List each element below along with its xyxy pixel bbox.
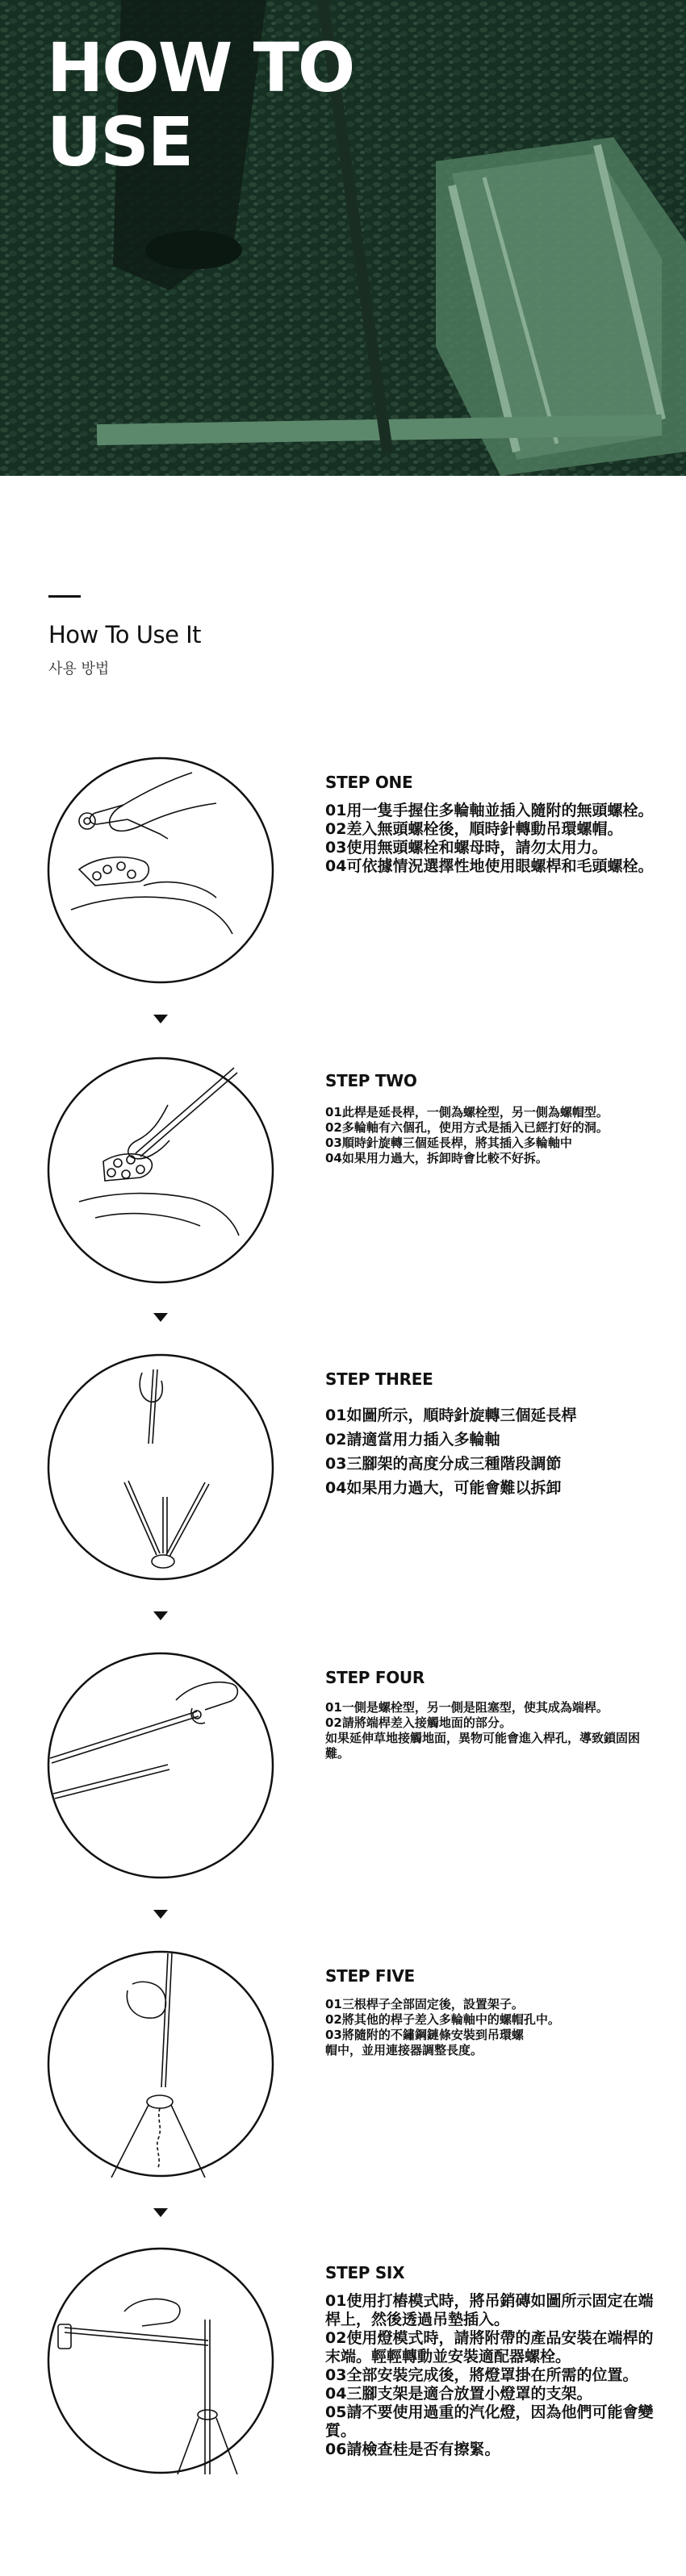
hand-rod-icon — [47, 1057, 274, 1284]
step-1-line-2: 02差入無頭螺栓後，順時針轉動吊環螺帽。 — [325, 820, 623, 838]
step-6-line-6: 06請檢查桂是否有擦緊。 — [325, 2441, 500, 2458]
step-5-line-2: 02將其他的桿子差入多輪軸中的螺帽孔中。 — [325, 2012, 560, 2027]
section-title: How To Use It — [48, 621, 202, 648]
hero-title: HOW TO USE — [47, 28, 354, 181]
step-3-line-4: 04如果用力過大，可能會難以拆卸 — [325, 1479, 562, 1497]
hand-bolt-icon — [47, 757, 274, 984]
step-arrow-5 — [153, 2208, 168, 2217]
step-2-line-4: 04如果用力過大，拆卸時會比較不好拆。 — [325, 1151, 548, 1165]
step-2-body — [325, 1105, 660, 1166]
step-5-title: STEP FIVE — [325, 1966, 415, 1986]
section-divider — [48, 595, 81, 598]
step-2-line-1: 01此桿是延長桿，一側為螺栓型，另一側為螺帽型。 — [325, 1105, 609, 1119]
step-1-line-3: 03使用無頭螺栓和螺母時，請勿太用力。 — [325, 839, 608, 857]
step-6-line-5: 05請不要使用過重的汽化燈，因為他們可能會變質。 — [325, 2403, 654, 2440]
hero-banner — [0, 0, 686, 476]
step-5-body — [325, 1997, 660, 2058]
section-subtitle: 사용 방법 — [48, 661, 110, 677]
step-6-body — [325, 2292, 660, 2459]
step-arrow-3 — [153, 1611, 168, 1620]
step-1-line-1: 01用一隻手握住多輪軸並插入隨附的無頭螺栓。 — [325, 802, 654, 819]
step-3-line-1: 01如圖所示，順時針旋轉三個延長桿 — [325, 1407, 577, 1424]
step-3-line-2: 02請適當用力插入多輪軸 — [325, 1431, 500, 1448]
lantern-stand-icon — [47, 2247, 274, 2474]
step-4-title: STEP FOUR — [325, 1668, 425, 1687]
step-4-body — [325, 1700, 660, 1761]
step-1-line-4: 04可依據情況選擇性地使用眼螺桿和毛頭螺栓。 — [325, 857, 654, 875]
step-4-line-2: 02請將端桿差入接觸地面的部分。 — [325, 1715, 512, 1730]
step-6-line-3: 03全部安裝完成後，將燈罩掛在所需的位置。 — [325, 2366, 638, 2384]
step-5-line-3: 03將隨附的不鏽鋼鏈條安裝到吊環螺帽中，並用連接器調整長度。 — [325, 2028, 524, 2057]
step-5-line-1: 01三根桿子全部固定後，設置架子。 — [325, 1997, 524, 2011]
step-2-line-2: 02多輪軸有六個孔，使用方式是插入已經打好的洞。 — [325, 1120, 609, 1135]
tripod-icon — [47, 1353, 274, 1581]
step-4-line-1: 01一側是螺栓型，另一側是阻塞型，使其成為端桿。 — [325, 1700, 609, 1715]
tripod-chain-icon — [47, 1950, 274, 2178]
step-2-title: STEP TWO — [325, 1071, 417, 1090]
step-6-title: STEP SIX — [325, 2263, 405, 2282]
step-6-line-1: 01使用打樁模式時，將吊銷磚如圖所示固定在端桿上，然後透過吊墊插入。 — [325, 2292, 654, 2328]
step-3-title: STEP THREE — [325, 1369, 433, 1389]
rods-icon — [47, 1652, 274, 1879]
step-6-line-2: 02使用燈模式時，請將附帶的產品安裝在端桿的末端。輕輕轉動並安裝適配器螺栓。 — [325, 2329, 654, 2366]
step-1-title: STEP ONE — [325, 773, 413, 792]
step-1-body — [325, 802, 660, 876]
step-3-line-3: 03三腳架的高度分成三種階段調節 — [325, 1455, 562, 1473]
step-arrow-4 — [153, 1910, 168, 1919]
step-6-line-4: 04三腳支架是適合放置小燈罩的支架。 — [325, 2385, 592, 2403]
step-arrow-2 — [153, 1313, 168, 1322]
step-2-line-3: 03順時針旋轉三個延長桿，將其插入多輪軸中 — [325, 1136, 572, 1150]
step-4-line-3: 如果延伸草地接觸地面，異物可能會進入桿孔，導致鎖固困難。 — [325, 1731, 641, 1761]
step-arrow-1 — [153, 1015, 168, 1023]
step-3-body — [325, 1403, 660, 1500]
